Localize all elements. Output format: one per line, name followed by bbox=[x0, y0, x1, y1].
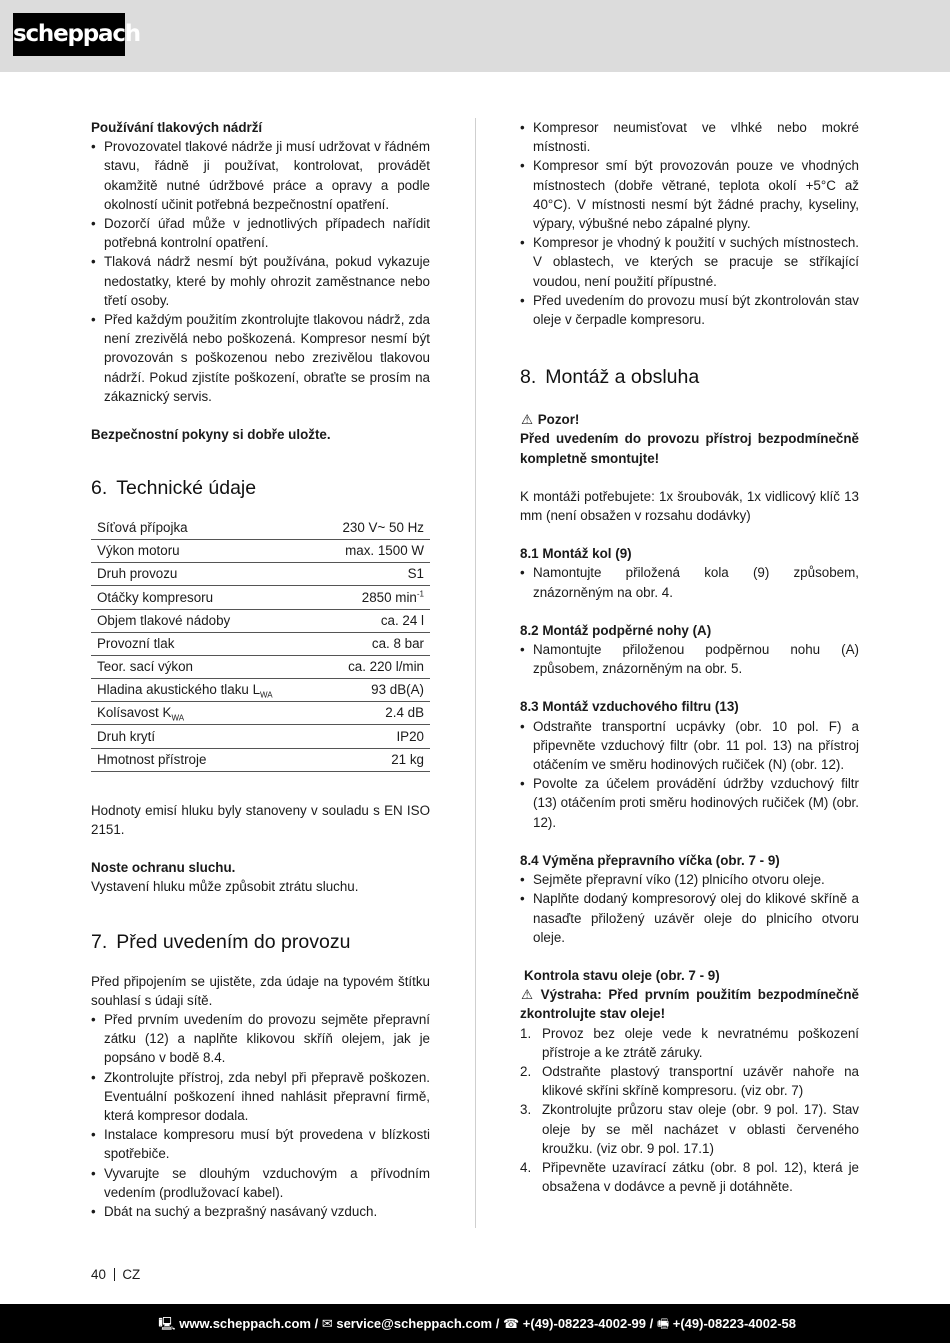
spec-label: Otáčky kompresoru bbox=[91, 586, 317, 609]
section-8-heading bbox=[520, 365, 859, 389]
footer-contact-bar: 🖳 www.scheppach.com / ✉ service@scheppach.com / ☎ +(49)-08223-4002-99 / 🖷 +(49)-08223-4002-58 bbox=[0, 1304, 950, 1343]
step-number: 3. bbox=[520, 1102, 532, 1118]
spec-value: 93 dB(A) bbox=[317, 679, 430, 702]
list-item bbox=[520, 1024, 859, 1062]
list-item: • Naplňte dodaný kompresorový olej do klikové skříně a nasaďte přiložený uzávěr oleje do plnicího otvoru oleje. bbox=[520, 889, 859, 947]
list-item: • Zkontrolujte přístroj, zda nebyl při přepravě poškozen. Eventuální poškození ihned nahlásit přepravní firmě, která kompresor dodala. bbox=[91, 1068, 430, 1126]
spec-label: Hmotnost přístroje bbox=[91, 748, 317, 771]
step-text: Odstraňte plastový transportní uzávěr nahoře na klikové skříni skříně kompresoru. (viz obr. 7) bbox=[542, 1063, 859, 1099]
section-6-heading bbox=[91, 476, 430, 500]
fax-icon: 🖷 bbox=[656, 1316, 670, 1331]
section-7-intro: Před připojením se ujistěte, zda údaje na typovém štítku souhlasí s údaji sítě. bbox=[91, 973, 430, 1008]
spec-row bbox=[91, 725, 430, 748]
section-title: Před uvedením do provozu bbox=[116, 930, 351, 953]
oil-check-heading: Kontrola stavu oleje (obr. 7 - 9) bbox=[524, 967, 720, 983]
brand-logo[interactable] bbox=[13, 13, 140, 56]
list-item: • Instalace kompresoru musí být provedena v blízkosti spotřebiče. bbox=[91, 1125, 430, 1163]
subsection-8-3-list bbox=[520, 717, 859, 832]
list-item: • Před každým použitím zkontrolujte tlakovou nádrž, zda není zrezivělá nebo poškozená. Kompresor nesmí být provozován s poškozenou nebo zrezivělou tlakovou nádrží. Pokud zjistíte poškození, obraťte se prosím na zákaznický servis. bbox=[91, 310, 430, 406]
spec-row bbox=[91, 586, 430, 609]
phone-number: +(49)-08223-4002-99 bbox=[522, 1316, 647, 1331]
attention-label bbox=[520, 410, 859, 429]
spec-value: 21 kg bbox=[317, 748, 430, 771]
list-item: • Vyvarujte se dlouhým vzduchovým a přívodním vedením (prodlužovací kabel). bbox=[91, 1164, 430, 1202]
spec-label: Výkon motoru bbox=[91, 539, 317, 562]
spec-value: 2850 $\min^{-1}$ bbox=[317, 586, 430, 609]
keep-instructions-note: Bezpečnostní pokyny si dobře uložte. bbox=[91, 427, 331, 443]
list-item: • Kompresor smí být provozován pouze ve vhodných místnostech (dobře větrané, teplota okolí +5°C až 40°C). V místnosti nesmí být žádné prachy, kyseliny, výpary, výbušné nebo zápalné plyny. bbox=[520, 156, 859, 233]
subsection-8-2-heading: 8.2 Montáž podpěrné nohy (A) bbox=[520, 622, 712, 638]
oil-warning-text: Výstraha: Před prvním použitím bezpodmínečně zkontrolujte stav oleje! bbox=[520, 987, 859, 1022]
spec-value: 230 V~ 50 Hz bbox=[317, 516, 430, 539]
subsection-8-1-heading: 8.1 Montáž kol (9) bbox=[520, 546, 632, 562]
list-item: • Dbát na suchý a bezprašný nasávaný vzduch. bbox=[91, 1202, 430, 1221]
spec-label: Hladina akustického tlaku $L_{WA}$ bbox=[91, 679, 317, 702]
list-item: • Kompresor neumisťovat ve vlhké nebo mokré místnosti. bbox=[520, 118, 859, 156]
subsection-8-4-heading: 8.4 Výměna přepravního víčka (obr. 7 - 9) bbox=[520, 852, 780, 868]
list-item: • Sejměte přepravní víko (12) plnicího otvoru oleje. bbox=[520, 870, 859, 889]
emission-note: Hodnoty emisí hluku byly stanoveny v souladu s EN ISO 2151. bbox=[91, 802, 430, 838]
page-number-value: 40 bbox=[91, 1267, 106, 1282]
spec-value: S1 bbox=[317, 563, 430, 586]
list-item: • Kompresor je vhodný k použití v suchých místnostech. V oblastech, ve kterých se pracuje se stříkající voudou, není použití přípustné. bbox=[520, 233, 859, 291]
step-number: 4. bbox=[520, 1159, 532, 1175]
step-text: Připevněte uzavírací zátku (obr. 8 pol. 12), která je obsažena v dodávce a pevně ji dotáhněte. bbox=[542, 1159, 859, 1195]
subsection-8-4-list bbox=[520, 870, 859, 947]
hearing-protection-heading: Noste ochranu sluchu. bbox=[91, 860, 236, 876]
list-item: • Povolte za účelem provádění údržby vzduchový filtr (13) otáčením proti směru hodinových ručiček (M) (obr. 12). bbox=[520, 774, 859, 832]
list-item: • Dozorčí úřad může v jednotlivých případech nařídit potřebná kontrolní opatření. bbox=[91, 214, 430, 252]
left-column bbox=[91, 118, 430, 1221]
spec-row bbox=[91, 655, 430, 678]
section-7-heading bbox=[91, 930, 430, 954]
list-item bbox=[520, 1158, 859, 1196]
language-code: CZ bbox=[122, 1267, 141, 1282]
placement-list bbox=[520, 118, 859, 329]
warning-triangle-icon: ⚠ bbox=[520, 412, 533, 428]
step-text: Zkontrolujte průzoru stav oleje (obr. 9 pol. 17). Stav oleje by se měl nacházet v oblasti červeného kroužku. (viz obr. 9 pol. 17.1) bbox=[542, 1102, 859, 1156]
spec-row bbox=[91, 609, 430, 632]
oil-check-warning bbox=[520, 985, 859, 1023]
spec-value: ca. 24 l bbox=[317, 609, 430, 632]
list-item: • Namontujte přiloženou podpěrnou nohu (A) způsobem, znázorněným na obr. 5. bbox=[520, 640, 859, 678]
list-item bbox=[520, 1100, 859, 1158]
email-icon: ✉ bbox=[321, 1316, 333, 1331]
subsection-8-3-heading: 8.3 Montáž vzduchového filtru (13) bbox=[520, 699, 739, 715]
list-item: • Tlaková nádrž nesmí být používána, pokud vykazuje nedostatky, které by mohly ohrozit zaměstnance nebo třetí osoby. bbox=[91, 252, 430, 310]
page-number bbox=[91, 1265, 140, 1284]
section-number: 6. bbox=[91, 477, 108, 500]
section-number: 8. bbox=[520, 366, 537, 389]
spec-value: 2.4 dB bbox=[317, 702, 430, 725]
column-divider bbox=[475, 118, 476, 1228]
spec-value: IP20 bbox=[317, 725, 430, 748]
phone-icon: ☎ bbox=[502, 1316, 520, 1331]
hearing-protection-text: Vystavení hluku může způsobit ztrátu sluchu. bbox=[91, 879, 359, 895]
tank-use-heading: Používání tlakových nádrží bbox=[91, 120, 263, 135]
spec-label: Druh krytí bbox=[91, 725, 317, 748]
list-item: • Před uvedením do provozu musí být zkontrolován stav oleje v čerpadle kompresoru. bbox=[520, 291, 859, 329]
spec-label: Provozní tlak bbox=[91, 632, 317, 655]
header-band bbox=[0, 0, 950, 72]
subsection-8-2-list bbox=[520, 640, 859, 678]
list-item: • Namontujte přiložená kola (9) způsobem, znázorněným na obr. 4. bbox=[520, 563, 859, 601]
step-number: 1. bbox=[520, 1025, 532, 1041]
attention-instruction: Před uvedením do provozu přístroj bezpodmínečně kompletně smontujte! bbox=[520, 431, 859, 466]
tools-needed: K montáži potřebujete: 1x šroubovák, 1x vidlicový klíč 13 mm (není obsažen v rozsahu dodávky) bbox=[520, 488, 859, 524]
logo-text: scheppach bbox=[13, 21, 140, 47]
spec-row bbox=[91, 702, 430, 725]
spec-row bbox=[91, 516, 430, 539]
oil-check-steps bbox=[520, 1024, 859, 1197]
spec-label: Druh provozu bbox=[91, 563, 317, 586]
section-number: 7. bbox=[91, 930, 108, 953]
step-text: Provoz bez oleje vede k nevratnému poškození přístroje a ke ztrátě záruky. bbox=[542, 1025, 859, 1060]
spec-label: Teor. sací výkon bbox=[91, 655, 317, 678]
website-link[interactable]: www.scheppach.com bbox=[179, 1316, 311, 1331]
spec-value: ca. 220 l/min bbox=[317, 655, 430, 678]
spec-label: Kolísavost $K_{WA}$ bbox=[91, 702, 317, 725]
spec-label: Síťová přípojka bbox=[91, 516, 317, 539]
computer-icon: 🖳 bbox=[158, 1316, 176, 1331]
right-column bbox=[520, 118, 859, 1196]
section-title: Montáž a obsluha bbox=[545, 366, 700, 389]
spec-row bbox=[91, 539, 430, 562]
list-item: • Před prvním uvedením do provozu sejměte přepravní zátku (12) a naplňte klikovou skříň olejem, jak je popsáno v bodě 8.4. bbox=[91, 1010, 430, 1068]
list-item: • Odstraňte transportní ucpávky (obr. 10 pol. F) a připevněte vzduchový filtr (obr. 11 pol. 13) na přístroj otáčením ve směru hodinových ručiček (N) (obr. 12). bbox=[520, 717, 859, 775]
subsection-8-1-list bbox=[520, 563, 859, 601]
fax-number: +(49)-08223-4002-58 bbox=[672, 1316, 796, 1331]
spec-row bbox=[91, 748, 430, 771]
section-7-list bbox=[91, 1010, 430, 1221]
spec-value: max. 1500 W bbox=[317, 539, 430, 562]
spec-row bbox=[91, 679, 430, 702]
tank-use-list bbox=[91, 137, 430, 406]
list-item bbox=[520, 1062, 859, 1100]
spec-value: ca. 8 bar bbox=[317, 632, 430, 655]
spec-row bbox=[91, 632, 430, 655]
page-separator bbox=[114, 1268, 115, 1281]
warning-triangle-icon: ⚠ bbox=[520, 987, 533, 1003]
spec-row bbox=[91, 563, 430, 586]
technical-data-table bbox=[91, 516, 430, 772]
email-link[interactable]: service@scheppach.com bbox=[336, 1316, 493, 1331]
list-item: • Provozovatel tlakové nádrže ji musí udržovat v řádném stavu, řádně ji používat, kontrolovat, provádět okamžitě nutné údržbové práce a opravy a podle okolností učinit potřebná bezpečnostní opatření. bbox=[91, 137, 430, 214]
attention-text: Pozor! bbox=[537, 412, 580, 428]
spec-label: Objem tlakové nádoby bbox=[91, 609, 317, 632]
section-title: Technické údaje bbox=[116, 477, 257, 500]
step-number: 2. bbox=[520, 1063, 532, 1079]
